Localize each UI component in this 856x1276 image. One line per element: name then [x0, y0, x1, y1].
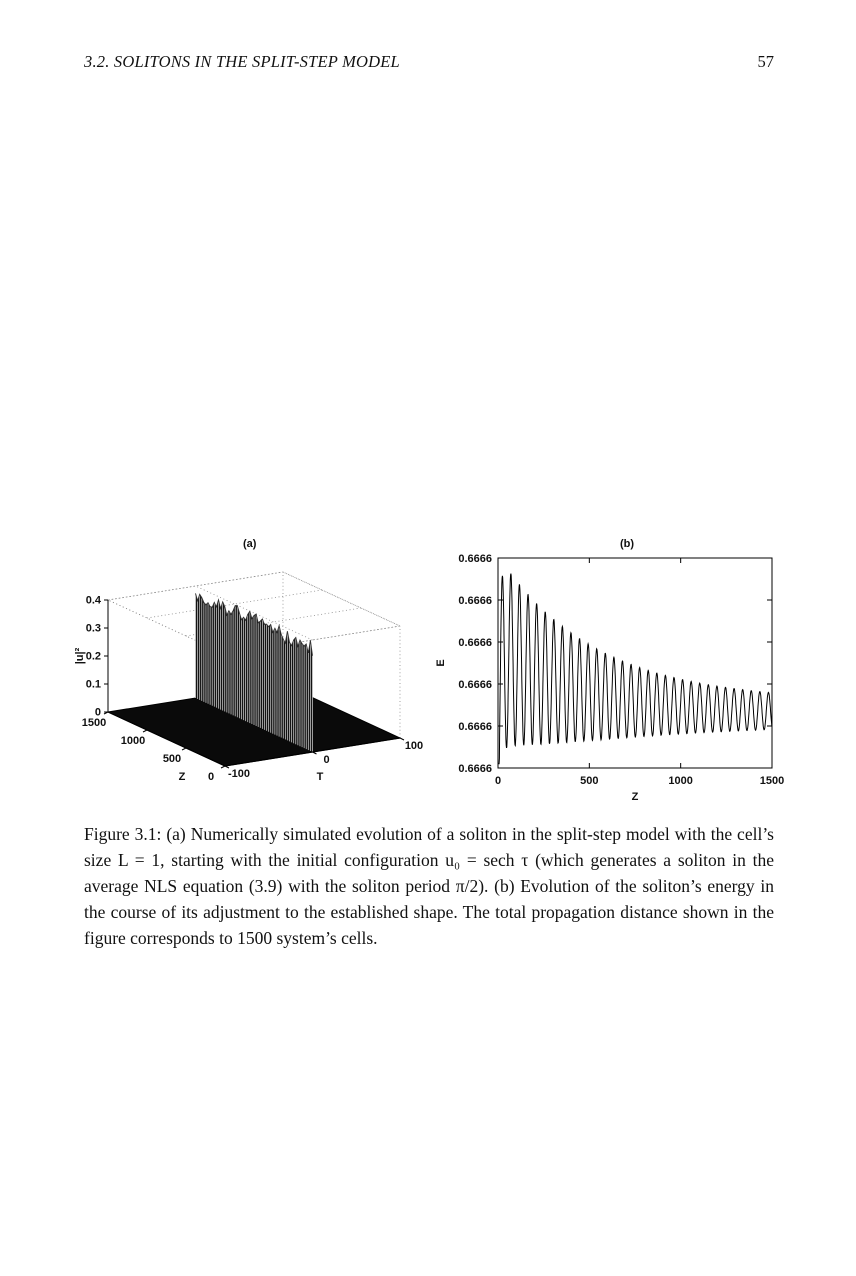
section-title: 3.2. SOLITONS IN THE SPLIT-STEP MODEL	[84, 52, 400, 71]
svg-text:0.6666: 0.6666	[458, 637, 492, 649]
svg-text:1000: 1000	[668, 775, 693, 787]
svg-text:0.6666: 0.6666	[458, 763, 492, 775]
figure-caption: Figure 3.1: (a) Numerically simulated evolution of a soliton in the split-step model with the cell’s size L = 1, starting with the initial configuration u₀ = sech τ (which generates a soliton in the average NLS equation (3.9) with the soliton period π/2). (b) Evolution of the soliton’s energy in the course of its adjustment to the established shape. The total propagation distance shown in the figure corresponds to 1500 system’s cells.	[84, 824, 774, 948]
svg-text:1000: 1000	[120, 735, 146, 747]
figure-3-1	[0, 530, 856, 830]
energy-evolution-plot	[430, 530, 800, 815]
svg-text:500: 500	[162, 753, 182, 765]
svg-text:T: T	[316, 771, 324, 783]
svg-text:|u|²: |u|²	[74, 647, 86, 665]
svg-text:1500: 1500	[759, 775, 785, 787]
soliton-surface-plot	[70, 530, 470, 790]
svg-text:500: 500	[580, 775, 599, 787]
svg-text:Z: Z	[631, 791, 639, 803]
svg-text:0.1: 0.1	[85, 678, 101, 691]
page-number: 57	[757, 52, 774, 71]
panel-b-label: (b)	[620, 538, 635, 550]
svg-text:-100: -100	[227, 768, 251, 780]
svg-text:0: 0	[94, 706, 101, 719]
energy-curve	[498, 574, 772, 764]
svg-text:0.6666: 0.6666	[458, 679, 492, 691]
running-head	[84, 52, 774, 72]
svg-text:0.6666: 0.6666	[458, 721, 492, 733]
svg-text:100: 100	[404, 740, 424, 752]
panel-a-label: (a)	[243, 538, 257, 550]
svg-text:0.3: 0.3	[85, 622, 101, 635]
svg-text:0: 0	[207, 771, 215, 783]
svg-text:0.4: 0.4	[85, 594, 101, 607]
svg-text:0: 0	[494, 775, 502, 787]
svg-text:0.2: 0.2	[85, 650, 101, 663]
svg-text:0.6666: 0.6666	[458, 553, 492, 565]
svg-text:1500: 1500	[81, 717, 107, 729]
svg-text:Z: Z	[178, 771, 186, 783]
svg-text:0.6666: 0.6666	[458, 595, 492, 607]
svg-text:0: 0	[323, 754, 330, 766]
svg-text:E: E	[435, 659, 447, 667]
